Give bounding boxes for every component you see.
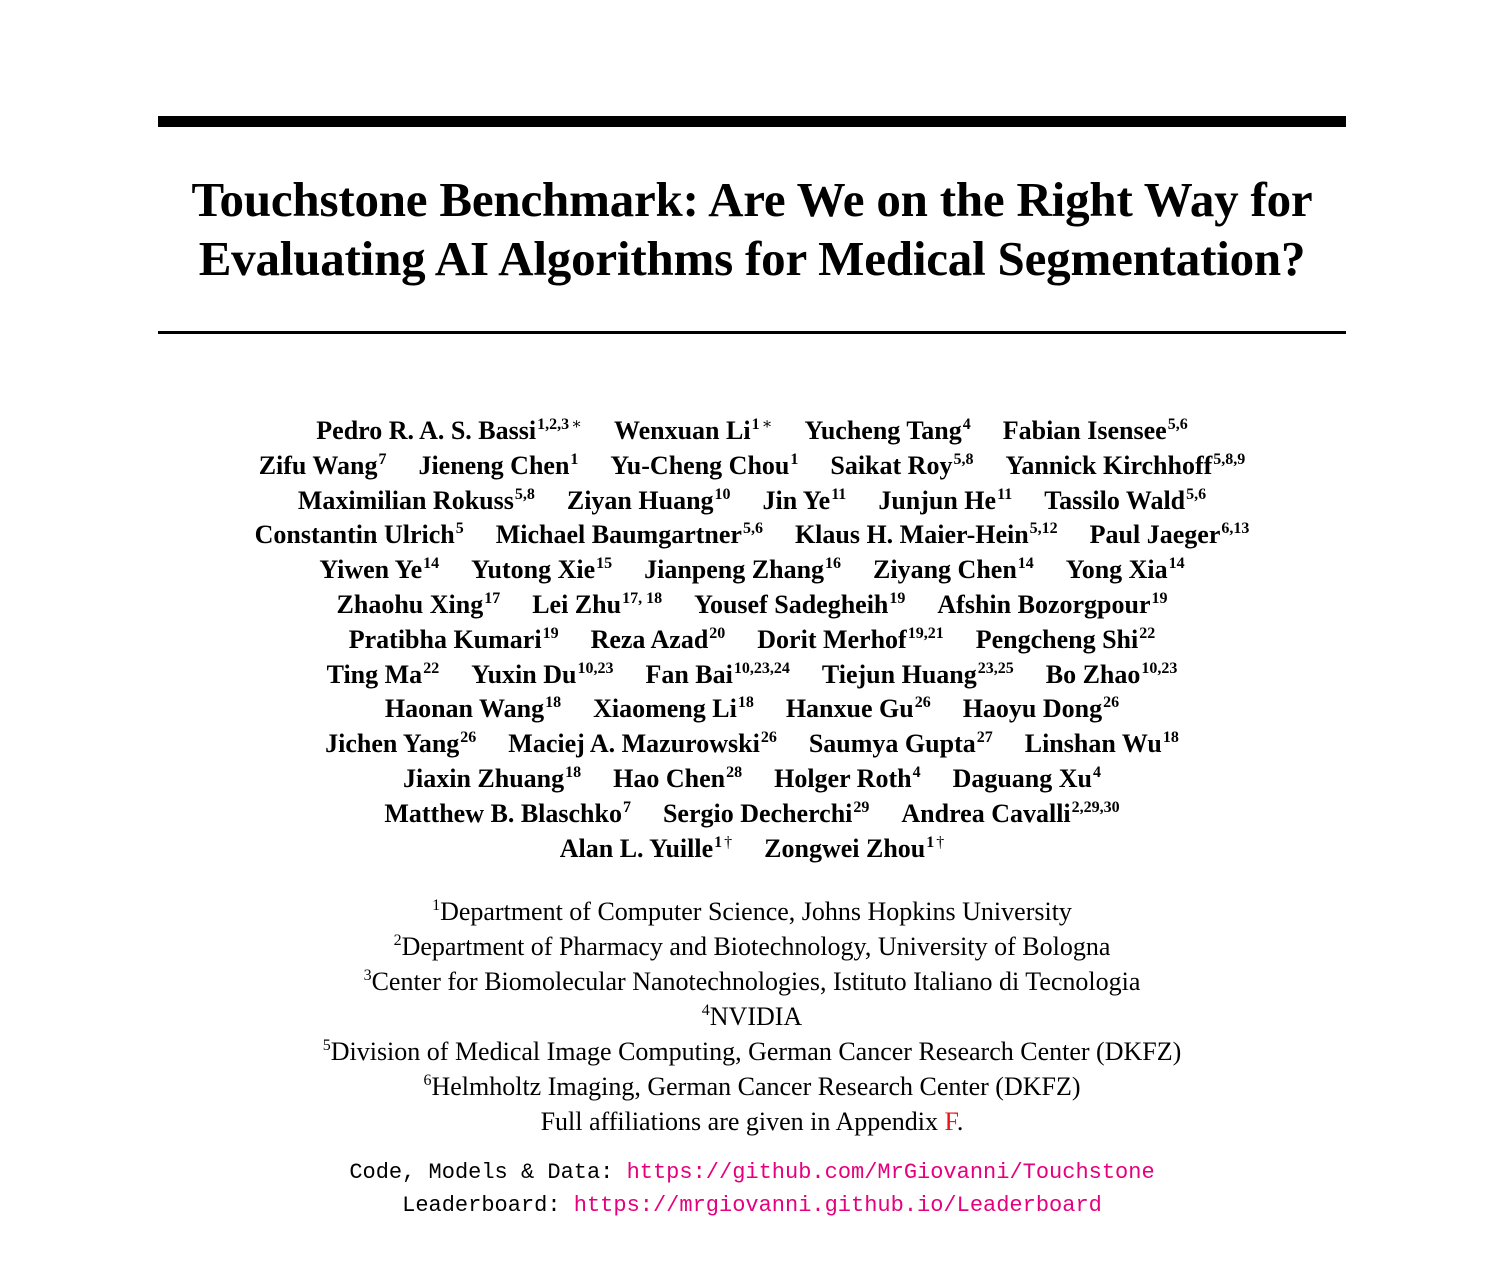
author (1046, 660, 1178, 689)
affiliation-text: Division of Medical Image Computing, German Cancer Research Center (DKFZ) (330, 1037, 1182, 1066)
author (1090, 520, 1250, 549)
author-name: Yuxin Du (471, 659, 577, 689)
author-affiliation-superscript: 4 (912, 763, 921, 781)
author-affiliation-superscript: 10,23,24 (733, 659, 790, 677)
author-name: Jin Ye (762, 485, 831, 515)
author-affiliation-superscript: 5,6 (1167, 416, 1188, 433)
author (763, 486, 847, 515)
author-name: Yousef Sadegheih (694, 589, 889, 619)
author (316, 416, 582, 445)
top-thick-rule (158, 116, 1346, 127)
affiliation (100, 894, 1404, 929)
author (786, 694, 931, 723)
author (644, 555, 841, 584)
author-affiliation-superscript: 11 (831, 485, 847, 503)
affiliation-number: 2 (393, 932, 402, 949)
author (963, 694, 1119, 723)
author-affiliation-superscript: 10 (714, 485, 731, 503)
author-affiliation-superscript: 28 (726, 763, 743, 781)
author (809, 729, 993, 758)
author-name: Yiwen Ye (319, 555, 423, 585)
author (953, 764, 1101, 793)
author (560, 834, 732, 863)
author-name: Reza Azad (590, 624, 709, 654)
author (418, 451, 578, 480)
author-name: Junjun He (878, 485, 997, 515)
author (1044, 486, 1206, 515)
author-name: Ziyang Chen (873, 555, 1017, 585)
author-name: Yu-Cheng Chou (610, 450, 790, 480)
author-name: Zongwei Zhou (764, 833, 926, 863)
author-affiliation-superscript: 7 (622, 798, 631, 816)
author-affiliation-superscript: 14 (1017, 555, 1034, 573)
code-label: Code, Models & Data: (349, 1160, 614, 1185)
author-affiliation-superscript: 1 (570, 450, 579, 468)
author (327, 660, 440, 689)
author (349, 625, 559, 654)
author-affiliation-superscript: 5,8,9 (1213, 450, 1246, 468)
author-name: Maximilian Rokuss (297, 485, 514, 515)
author-name: Paul Jaeger (1089, 520, 1221, 550)
author (830, 451, 973, 480)
author-name: Yong Xia (1065, 555, 1168, 585)
author-name: Jieneng Chen (418, 450, 570, 480)
author (259, 451, 387, 480)
affiliation-number: 3 (363, 967, 372, 984)
author-affiliation-superscript: 23,25 (977, 659, 1014, 677)
author-affiliation-superscript: 5 (455, 520, 464, 538)
affiliation-text: Center for Biomolecular Nanotechnologies, Istituto Italiano di Tecnologia (371, 967, 1141, 996)
author-name: Andrea Cavalli (901, 798, 1071, 828)
author-affiliation-superscript: 22 (1139, 624, 1156, 642)
author-affiliation-superscript: 26 (460, 729, 477, 747)
author (384, 799, 631, 828)
author-affiliation-superscript: 6,13 (1221, 520, 1250, 538)
author-name: Tassilo Wald (1044, 485, 1186, 515)
author-line (100, 484, 1404, 519)
author (1005, 451, 1245, 480)
author-affiliation-superscript: 14 (1168, 555, 1185, 573)
author (337, 590, 501, 619)
affiliation-number: 1 (432, 897, 441, 914)
author-name: Daguang Xu (952, 763, 1092, 793)
author-footnote-mark: † (724, 833, 733, 851)
code-url-link[interactable]: https://github.com/MrGiovanni/Touchstone (626, 1160, 1155, 1185)
author-line (100, 658, 1404, 693)
author-affiliation-superscript: 5,6 (1186, 485, 1207, 503)
author-affiliation-superscript: 5,8 (953, 450, 974, 468)
author-name: Fan Bai (645, 659, 733, 689)
author-affiliation-superscript: 11 (997, 485, 1013, 503)
author-affiliation-superscript: 2,29,30 (1071, 798, 1120, 816)
author (976, 625, 1156, 654)
author-name: Yucheng Tang (804, 416, 962, 445)
author-list (100, 414, 1404, 866)
author-affiliation-superscript: 1 (751, 416, 760, 433)
author-name: Pratibha Kumari (348, 624, 542, 654)
author-footnote-mark: † (936, 833, 945, 851)
author-affiliation-superscript: 4 (962, 416, 971, 433)
author (403, 764, 581, 793)
author (804, 416, 970, 445)
author-line (100, 588, 1404, 623)
author (663, 799, 869, 828)
author (567, 486, 731, 515)
author-name: Pedro R. A. S. Bassi (316, 416, 537, 445)
author-affiliation-superscript: 26 (914, 694, 931, 712)
affiliation (100, 999, 1404, 1034)
author-footnote-mark: ∗ (571, 416, 582, 433)
author-affiliation-superscript: 5,12 (1029, 520, 1058, 538)
author-name: Jianpeng Zhang (644, 555, 825, 585)
affiliation (100, 964, 1404, 999)
affiliation-number: 5 (322, 1037, 331, 1054)
author-name: Hanxue Gu (785, 694, 914, 724)
author (496, 520, 763, 549)
author-line (100, 797, 1404, 832)
affiliation-text: Department of Computer Science, Johns Hopkins University (440, 897, 1072, 926)
author-line (100, 692, 1404, 727)
author-name: Zhaohu Xing (336, 589, 484, 619)
author-name: Lei Zhu (532, 589, 622, 619)
author-name: Michael Baumgartner (495, 520, 742, 550)
author-affiliation-superscript: 1 (790, 450, 799, 468)
author-affiliation-superscript: 1,2,3 (537, 416, 570, 433)
author (873, 555, 1034, 584)
author (795, 520, 1058, 549)
author-affiliation-superscript: 19,21 (907, 624, 944, 642)
author-affiliation-superscript: 18 (737, 694, 754, 712)
author-name: Fabian Isensee (1002, 416, 1167, 445)
full-affiliations-suffix: . (956, 1107, 964, 1136)
full-affiliations-prefix: Full affiliations are given in Appendix (540, 1107, 945, 1136)
code-link-line (100, 1156, 1404, 1189)
author-name: Constantin Ulrich (254, 520, 455, 550)
author-affiliation-superscript: 27 (976, 729, 993, 747)
author-name: Saumya Gupta (808, 729, 976, 759)
author (937, 590, 1167, 619)
author-affiliation-superscript: 1 (926, 833, 935, 851)
leaderboard-url-link[interactable]: https://mrgiovanni.github.io/Leaderboard (573, 1193, 1102, 1218)
author (255, 520, 464, 549)
affiliation-text: Department of Pharmacy and Biotechnology, University of Bologna (401, 932, 1111, 961)
resource-links (100, 1156, 1404, 1222)
author-affiliation-superscript: 4 (1093, 763, 1101, 781)
author-name: Dorit Merhof (757, 624, 907, 654)
author-line (100, 553, 1404, 588)
author-affiliation-superscript: 14 (423, 555, 440, 573)
author-name: Matthew B. Blaschko (384, 798, 622, 828)
author-affiliation-superscript: 19 (1151, 589, 1168, 607)
author-affiliation-superscript: 18 (1162, 729, 1179, 747)
author-affiliation-superscript: 7 (378, 450, 387, 468)
author-line (100, 414, 1404, 449)
author (532, 590, 662, 619)
author-affiliation-superscript: 19 (542, 624, 559, 642)
author (822, 660, 1014, 689)
appendix-f-link[interactable]: F (944, 1107, 957, 1136)
affiliation-text: Helmholtz Imaging, German Cancer Research Center (DKFZ) (431, 1072, 1081, 1101)
author (1003, 416, 1188, 445)
author (508, 729, 777, 758)
author-affiliation-superscript: 5,6 (742, 520, 763, 538)
author (298, 486, 535, 515)
author-name: Holger Roth (774, 763, 912, 793)
author-line (100, 623, 1404, 658)
author (694, 590, 905, 619)
affiliation-number: 6 (423, 1072, 432, 1089)
author-name: Saikat Roy (830, 450, 953, 480)
author-name: Alan L. Yuille (559, 833, 714, 863)
author-affiliation-superscript: 5,8 (514, 485, 535, 503)
author (1066, 555, 1185, 584)
author (614, 416, 772, 445)
author-name: Afshin Bozorgpour (937, 589, 1151, 619)
author (774, 764, 920, 793)
author-affiliation-superscript: 20 (709, 624, 726, 642)
author-affiliation-superscript: 22 (423, 659, 440, 677)
title-line-2: Evaluating AI Algorithms for Medical Segmentation? (198, 231, 1306, 286)
author (645, 660, 789, 689)
author-name: Bo Zhao (1045, 659, 1141, 689)
author-name: Klaus H. Maier-Hein (794, 520, 1029, 550)
leaderboard-link-line (100, 1189, 1404, 1222)
author-affiliation-superscript: 18 (545, 694, 562, 712)
title-line-1: Touchstone Benchmark: Are We on the Right Way for (191, 172, 1313, 227)
full-affiliations-note (100, 1104, 1404, 1139)
author-line (100, 832, 1404, 867)
author-name: Ziyan Huang (566, 485, 714, 515)
author-name: Jichen Yang (325, 729, 460, 759)
author-line (100, 762, 1404, 797)
author-name: Jiaxin Zhuang (403, 763, 565, 793)
author-affiliation-superscript: 17 (484, 589, 501, 607)
author-name: Linshan Wu (1024, 729, 1162, 759)
author-affiliation-superscript: 10,23 (1141, 659, 1178, 677)
author-line (100, 518, 1404, 553)
author-affiliation-superscript: 1 (714, 833, 723, 851)
author-line (100, 727, 1404, 762)
author-affiliation-superscript: 26 (760, 729, 777, 747)
title-bottom-rule (158, 331, 1346, 334)
affiliation (100, 1069, 1404, 1104)
author (878, 486, 1012, 515)
author-affiliation-superscript: 17, 18 (622, 589, 663, 607)
leaderboard-label: Leaderboard: (402, 1193, 561, 1218)
author-affiliation-superscript: 26 (1103, 694, 1120, 712)
author-affiliation-superscript: 19 (889, 589, 906, 607)
author (471, 660, 613, 689)
author-affiliation-superscript: 15 (596, 555, 613, 573)
author-name: Maciej A. Mazurowski (508, 729, 760, 759)
author-name: Wenxuan Li (614, 416, 751, 445)
affiliation-number: 4 (701, 1002, 710, 1019)
author-name: Zifu Wang (258, 450, 378, 480)
author-name: Yutong Xie (471, 555, 596, 585)
author-name: Haoyu Dong (962, 694, 1103, 724)
author-name: Tiejun Huang (821, 659, 977, 689)
author (757, 625, 943, 654)
author (593, 694, 754, 723)
affiliation (100, 929, 1404, 964)
author-affiliation-superscript: 18 (565, 763, 582, 781)
author-name: Sergio Decherchi (662, 798, 853, 828)
author (319, 555, 439, 584)
author-name: Pengcheng Shi (975, 624, 1139, 654)
affiliation-text: NVIDIA (709, 1002, 803, 1031)
paper-title (120, 170, 1384, 288)
author-name: Xiaomeng Li (593, 694, 737, 724)
author (1025, 729, 1179, 758)
author (325, 729, 476, 758)
author (385, 694, 561, 723)
author-affiliation-superscript: 10,23 (577, 659, 614, 677)
author-footnote-mark: ∗ (761, 416, 773, 433)
affiliation-list (100, 894, 1404, 1139)
author-line (100, 449, 1404, 484)
affiliation (100, 1034, 1404, 1069)
author (610, 451, 798, 480)
author (591, 625, 726, 654)
author (764, 834, 944, 863)
author-name: Haonan Wang (384, 694, 545, 724)
author (613, 764, 742, 793)
author-affiliation-superscript: 16 (825, 555, 842, 573)
author-name: Hao Chen (613, 763, 726, 793)
author (471, 555, 612, 584)
author-name: Yannick Kirchhoff (1005, 450, 1213, 480)
author-name: Ting Ma (326, 659, 423, 689)
author (901, 799, 1119, 828)
author-affiliation-superscript: 29 (853, 798, 870, 816)
